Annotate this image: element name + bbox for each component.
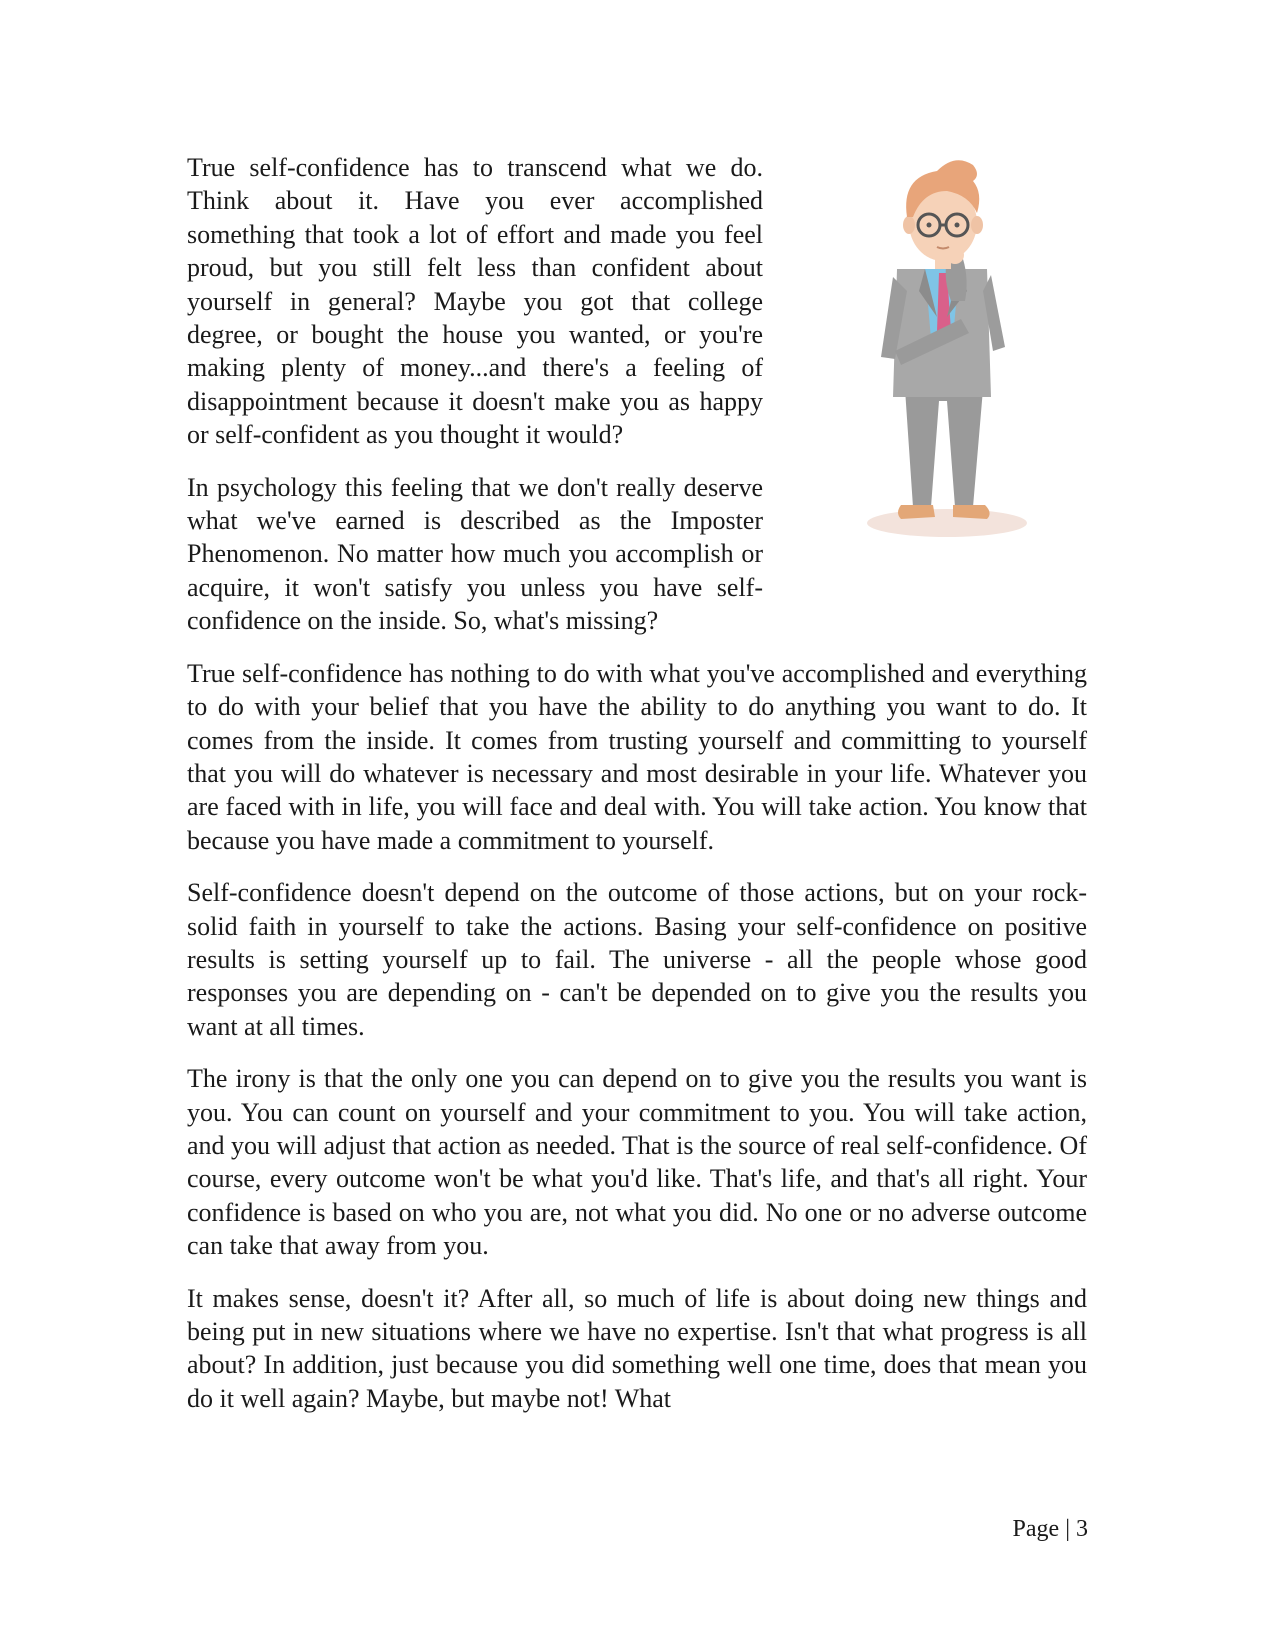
page-number: 3 <box>1076 1516 1088 1542</box>
paragraph: The irony is that the only one you can depend on to give you the results you want is you. You can count on yourself and your commitment to you. You will take action, and you will adjust that action as needed. That is the source of real self-confidence. Of course, every outcome won't be what you'd like. That's life, and that's all right. Your confidence is based on who you are, not what you did. No one or no adverse outcome can take that away from you. <box>187 1064 1087 1261</box>
paragraph: Self-confidence doesn't depend on the outcome of those actions, but on your rock-solid faith in yourself to take the actions. Basing your self-confidence on positive results is setting yourself up to fail. The universe - all the people whose good responses you are depending on - can't be depended on to give you the results you want at all times. <box>187 878 1087 1041</box>
paragraph: True self-confidence has to transcend what we do. Think about it. Have you ever accomplished something that took a lot of effort and made you feel proud, but you still felt less than confident about yourself in general? Maybe you got that college degree, or bought the house you wanted, or you're making plenty of money...and there's a feeling of disappointment because it doesn't make you as happy or self-confident as you thought it would? <box>187 153 763 450</box>
page-label: Page <box>1012 1516 1060 1542</box>
body-text <box>187 151 1087 1434</box>
paragraph: In psychology this feeling that we don't really deserve what we've earned is described as the Imposter Phenomenon. No matter how much you accomplish or acquire, it won't satisfy you unless you have self-confidence on the inside. So, what's missing? <box>187 472 763 636</box>
page-footer <box>1013 1514 1088 1544</box>
paragraph: It makes sense, doesn't it? After all, so much of life is about doing new things and being put in new situations where we have no expertise. Isn't that what progress is all about? In addition, just because you did something well one time, does that mean you do it well again? Maybe, but maybe not! What <box>187 1283 1087 1413</box>
paragraph: True self-confidence has nothing to do with what you've accomplished and everything to do with your belief that you have the ability to do anything you want to do. It comes from the inside. It comes from trusting yourself and committing to yourself that you will do whatever is necessary and most desirable in your life. Whatever you are faced with in life, you will face and deal with. You will take action. You know that because you have made a commitment to yourself. <box>187 658 1087 855</box>
page-separator: | <box>1065 1516 1070 1542</box>
businessman-thinking-illustration <box>797 151 1087 591</box>
businessman-figure <box>797 151 1087 591</box>
